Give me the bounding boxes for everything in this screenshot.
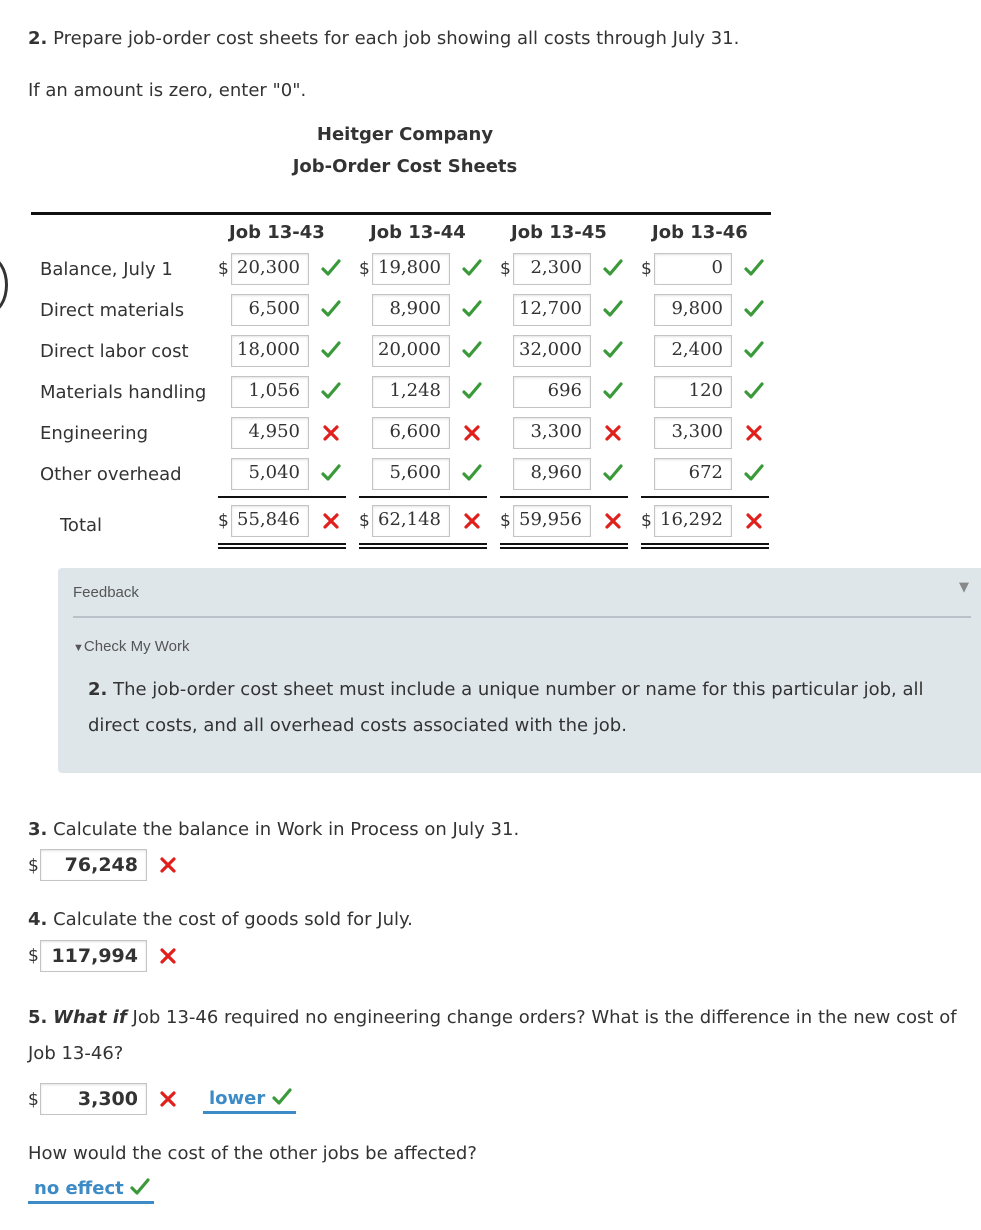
- feedback-text: [88, 672, 958, 744]
- collapse-arrow-icon[interactable]: ▼: [959, 580, 969, 595]
- amount-input[interactable]: 6,500: [231, 294, 309, 326]
- column-header-job-1: Job 13-43: [229, 222, 325, 243]
- amount-input[interactable]: 18,000: [231, 335, 309, 367]
- q5-direction-correct-icon: [272, 1088, 292, 1106]
- correct-check-icon: [321, 463, 341, 483]
- correct-check-icon: [321, 258, 341, 278]
- q3-text: Calculate the balance in Work in Process on July 31.: [53, 819, 520, 840]
- column-header-job-4: Job 13-46: [652, 222, 748, 243]
- correct-check-icon: [744, 381, 764, 401]
- column-header-job-3: Job 13-45: [511, 222, 607, 243]
- amount-input[interactable]: 3,300: [513, 417, 591, 449]
- total-double-rule: [218, 543, 346, 549]
- dollar-sign: $: [500, 259, 511, 279]
- subtotal-rule: [500, 496, 628, 498]
- q4-answer-input[interactable]: 117,994: [40, 940, 147, 972]
- company-name: Heitger Company: [316, 124, 494, 145]
- correct-check-icon: [462, 258, 482, 278]
- feedback-label: Feedback: [73, 584, 139, 601]
- amount-input[interactable]: 8,960: [513, 458, 591, 490]
- incorrect-x-icon: [604, 512, 622, 530]
- dollar-sign: $: [218, 511, 229, 531]
- q2-prompt: [28, 28, 739, 49]
- q3-prompt: [28, 819, 519, 840]
- total-double-rule: [500, 543, 628, 549]
- amount-input[interactable]: 5,040: [231, 458, 309, 490]
- q3-dollar: $: [28, 856, 39, 876]
- q5-effect-select[interactable]: [28, 1178, 154, 1204]
- amount-input[interactable]: 5,600: [372, 458, 450, 490]
- row-label: Direct materials: [40, 300, 185, 321]
- q4-prompt: [28, 909, 413, 930]
- amount-input[interactable]: 1,056: [231, 376, 309, 408]
- q3-answer-input[interactable]: 76,248: [40, 849, 147, 881]
- amount-input[interactable]: 32,000: [513, 335, 591, 367]
- q2-text: Prepare job-order cost sheets for each job showing all costs through July 31.: [53, 28, 740, 49]
- amount-input[interactable]: 19,800: [372, 253, 450, 285]
- table-top-rule: [31, 212, 771, 215]
- q3-number: 3.: [28, 819, 48, 840]
- feedback-panel: [58, 568, 981, 773]
- correct-check-icon: [603, 299, 623, 319]
- dollar-sign: $: [641, 511, 652, 531]
- correct-check-icon: [462, 381, 482, 401]
- dollar-sign: $: [218, 259, 229, 279]
- amount-input[interactable]: 672: [654, 458, 732, 490]
- feedback-divider: [73, 616, 971, 618]
- total-input[interactable]: 16,292: [654, 505, 732, 537]
- amount-input[interactable]: 4,950: [231, 417, 309, 449]
- q3-incorrect-icon: [159, 856, 177, 874]
- amount-input[interactable]: 6,600: [372, 417, 450, 449]
- amount-input[interactable]: 2,400: [654, 335, 732, 367]
- incorrect-x-icon: [604, 424, 622, 442]
- feedback-number: 2.: [88, 679, 108, 700]
- q4-text: Calculate the cost of goods sold for July.: [53, 909, 413, 930]
- amount-input[interactable]: 20,300: [231, 253, 309, 285]
- triangle-down-icon: ▼: [73, 642, 84, 654]
- q5-answer-input[interactable]: 3,300: [40, 1083, 147, 1115]
- amount-input[interactable]: 120: [654, 376, 732, 408]
- subtotal-rule: [359, 496, 487, 498]
- q5-dollar: $: [28, 1090, 39, 1110]
- circle-decoration: [0, 256, 8, 314]
- correct-check-icon: [744, 463, 764, 483]
- total-input[interactable]: 59,956: [513, 505, 591, 537]
- q5-question2: How would the cost of the other jobs be affected?: [28, 1143, 477, 1164]
- amount-input[interactable]: 12,700: [513, 294, 591, 326]
- amount-input[interactable]: 2,300: [513, 253, 591, 285]
- q5-what-if: What if: [53, 1007, 127, 1028]
- correct-check-icon: [321, 381, 341, 401]
- amount-input[interactable]: 0: [654, 253, 732, 285]
- correct-check-icon: [744, 340, 764, 360]
- row-label: Materials handling: [40, 382, 207, 403]
- amount-input[interactable]: 3,300: [654, 417, 732, 449]
- dollar-sign: $: [359, 259, 370, 279]
- correct-check-icon: [603, 340, 623, 360]
- correct-check-icon: [603, 258, 623, 278]
- q5-text-line1: Job 13-46 required no engineering change orders? What is the difference in the new cost of: [132, 1007, 957, 1028]
- feedback-body: The job-order cost sheet must include a unique number or name for this particular job, all direct costs, and all overhead costs associated with the job.: [88, 679, 924, 736]
- dollar-sign: $: [359, 511, 370, 531]
- q5-number: 5.: [28, 1007, 48, 1028]
- dollar-sign: $: [500, 511, 511, 531]
- incorrect-x-icon: [463, 424, 481, 442]
- check-my-work-toggle[interactable]: [73, 638, 189, 655]
- row-label: Direct labor cost: [40, 341, 189, 362]
- row-label: Balance, July 1: [40, 259, 173, 280]
- q5-effect-correct-icon: [130, 1178, 150, 1196]
- q4-dollar: $: [28, 946, 39, 966]
- correct-check-icon: [603, 463, 623, 483]
- amount-input[interactable]: 696: [513, 376, 591, 408]
- correct-check-icon: [744, 299, 764, 319]
- correct-check-icon: [462, 463, 482, 483]
- check-my-work-label: Check My Work: [83, 638, 190, 655]
- incorrect-x-icon: [745, 512, 763, 530]
- incorrect-x-icon: [745, 424, 763, 442]
- amount-input[interactable]: 9,800: [654, 294, 732, 326]
- q4-number: 4.: [28, 909, 48, 930]
- q5-direction-value: lower: [209, 1088, 266, 1109]
- incorrect-x-icon: [322, 424, 340, 442]
- q5-direction-select[interactable]: [203, 1088, 296, 1114]
- incorrect-x-icon: [322, 512, 340, 530]
- column-header-job-2: Job 13-44: [370, 222, 466, 243]
- q5-text-line2: Job 13-46?: [28, 1043, 124, 1064]
- amount-input[interactable]: 20,000: [372, 335, 450, 367]
- sheet-title: Job-Order Cost Sheets: [292, 156, 518, 177]
- row-label: Other overhead: [40, 464, 182, 485]
- correct-check-icon: [321, 340, 341, 360]
- dollar-sign: $: [641, 259, 652, 279]
- q5-effect-value: no effect: [34, 1178, 124, 1199]
- q5-incorrect-icon: [159, 1090, 177, 1108]
- correct-check-icon: [603, 381, 623, 401]
- total-double-rule: [641, 543, 769, 549]
- subtotal-rule: [218, 496, 346, 498]
- amount-input[interactable]: 8,900: [372, 294, 450, 326]
- correct-check-icon: [744, 258, 764, 278]
- q2-instruction: If an amount is zero, enter "0".: [28, 80, 307, 101]
- correct-check-icon: [462, 340, 482, 360]
- row-label: Engineering: [40, 423, 148, 444]
- total-input[interactable]: 55,846: [231, 505, 309, 537]
- q5-prompt: [28, 1000, 973, 1072]
- correct-check-icon: [462, 299, 482, 319]
- amount-input[interactable]: 1,248: [372, 376, 450, 408]
- q4-incorrect-icon: [159, 947, 177, 965]
- incorrect-x-icon: [463, 512, 481, 530]
- total-label: Total: [60, 515, 103, 536]
- subtotal-rule: [641, 496, 769, 498]
- correct-check-icon: [321, 299, 341, 319]
- q2-number: 2.: [28, 28, 48, 49]
- total-input[interactable]: 62,148: [372, 505, 450, 537]
- total-double-rule: [359, 543, 487, 549]
